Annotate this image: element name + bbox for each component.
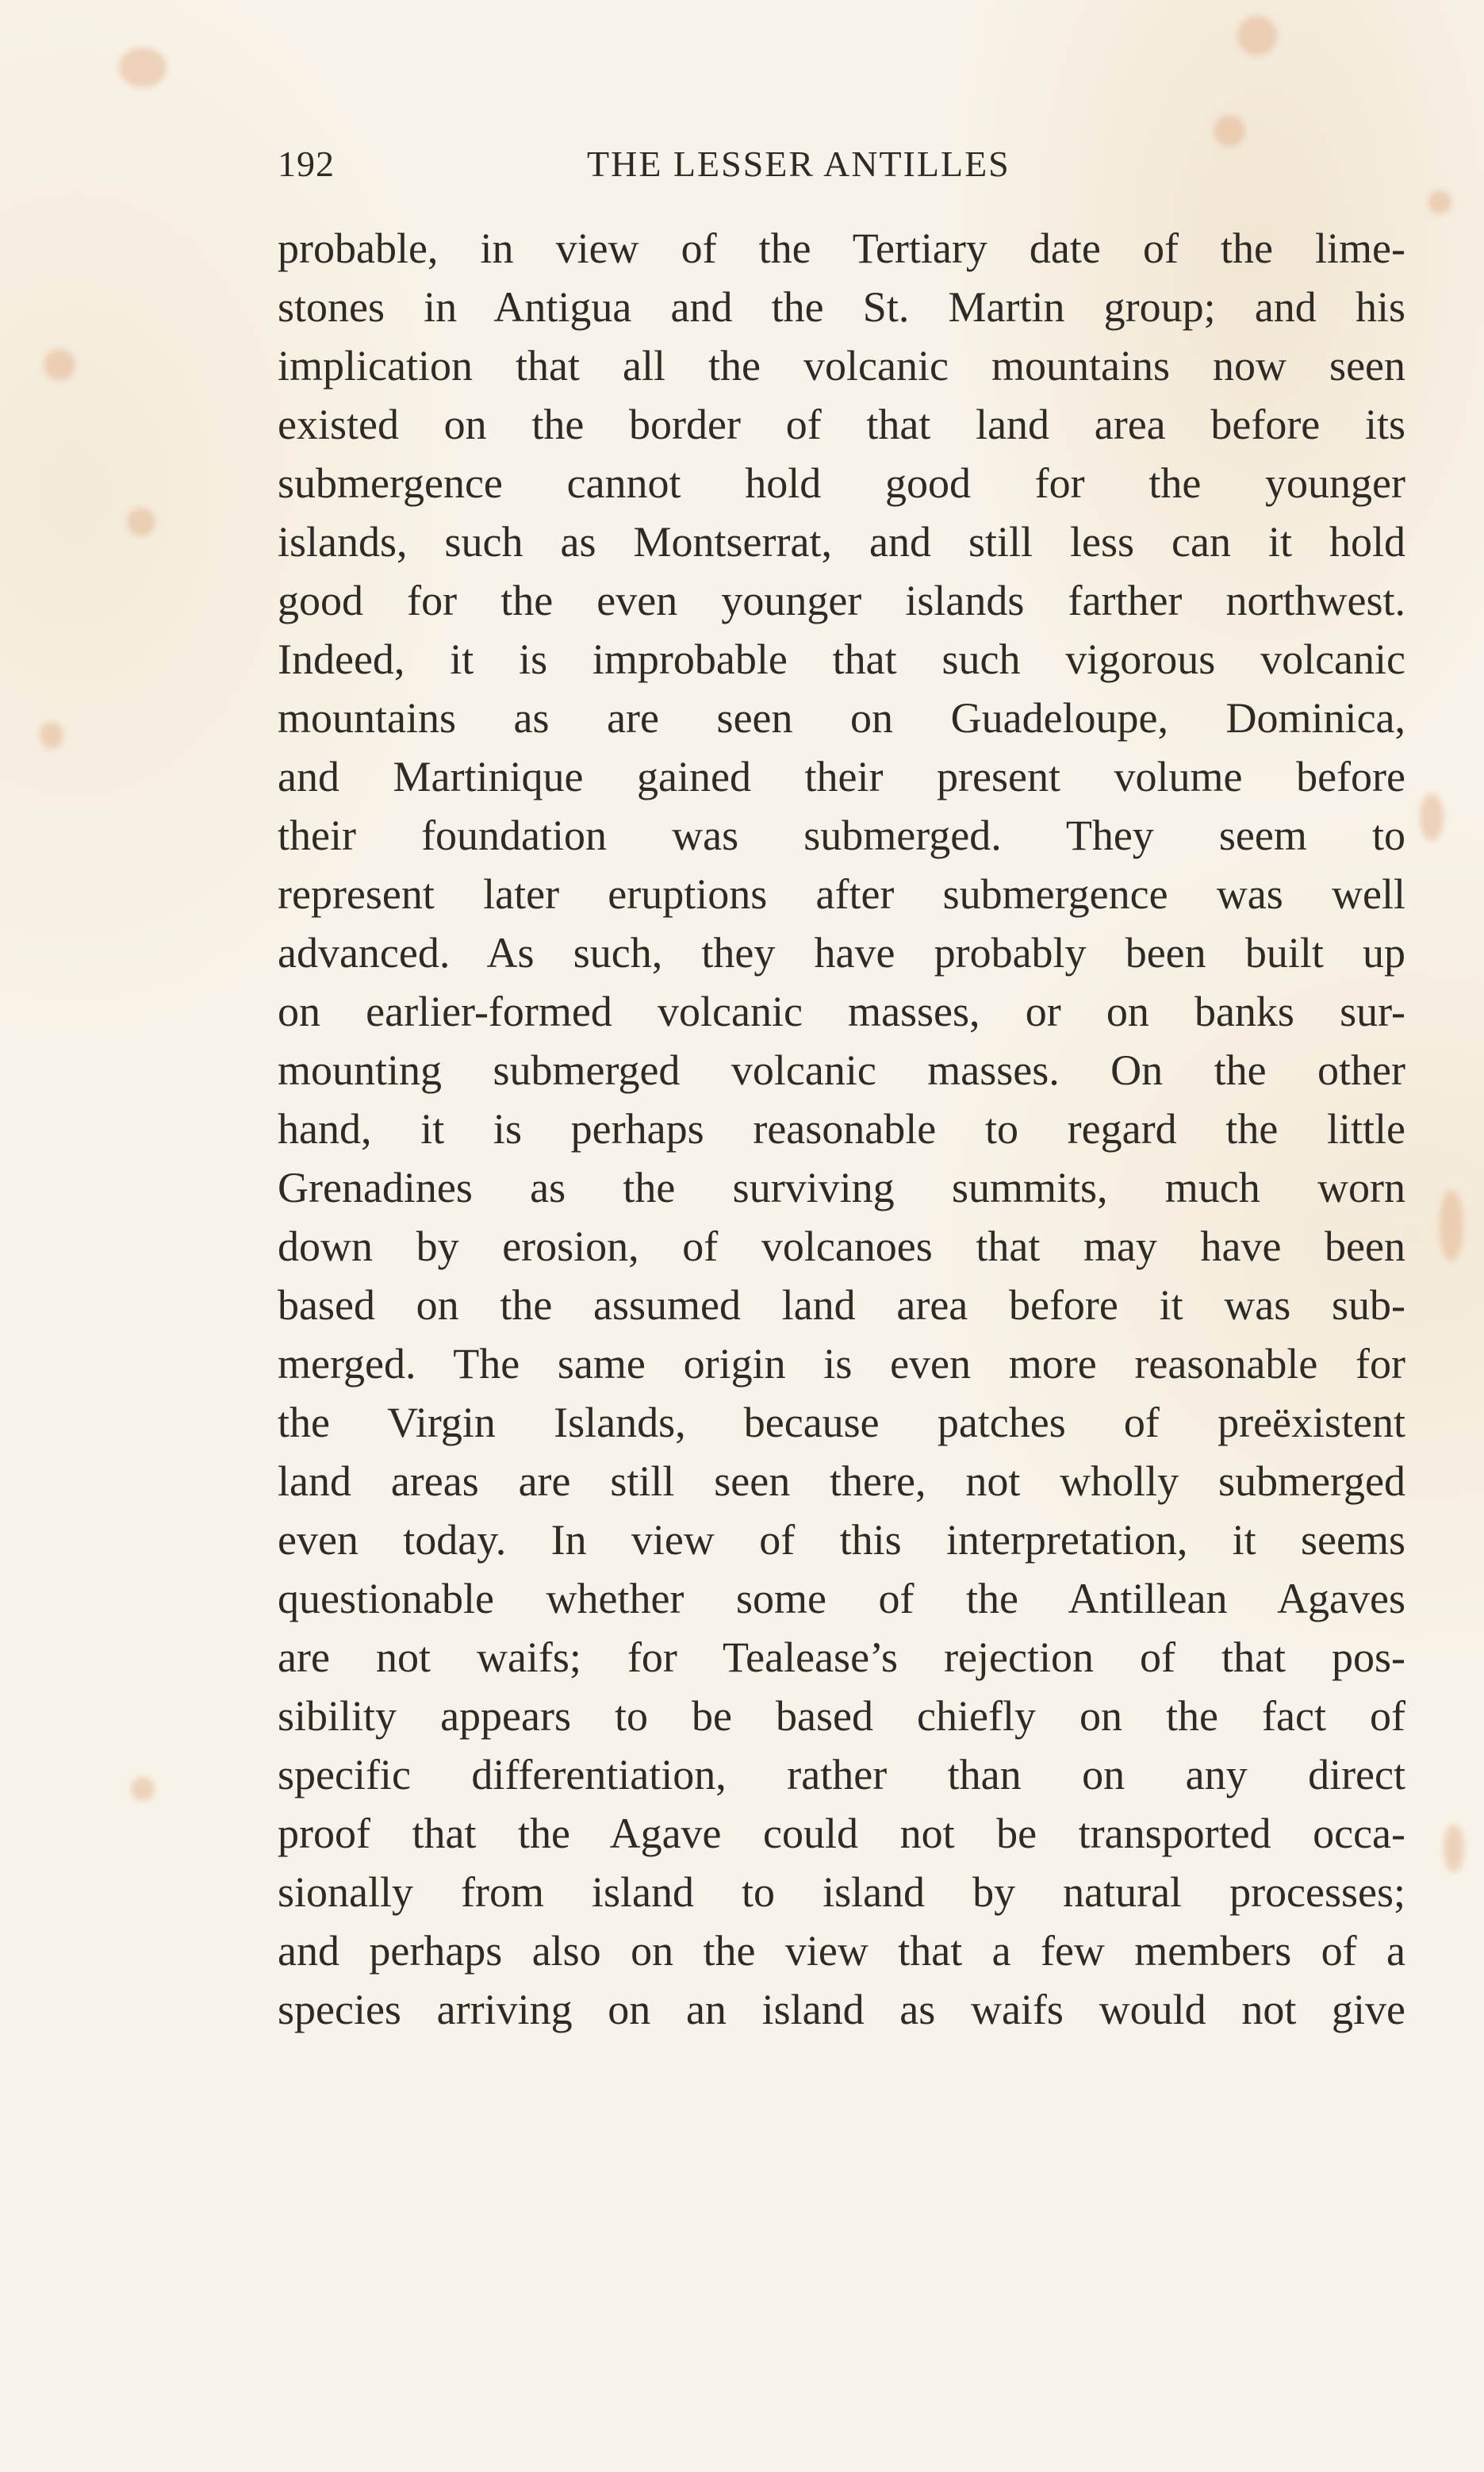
text-line: good for the even younger islands farther northwest. xyxy=(278,577,1405,624)
body-text xyxy=(278,219,1405,2039)
foxing-stain xyxy=(119,48,167,87)
text-line: their foundation was submerged. They seem to xyxy=(278,812,1405,859)
text-line: species arriving on an island as waifs would not give xyxy=(278,1986,1405,2033)
text-line: hand, it is perhaps reasonable to regard the little xyxy=(278,1105,1405,1153)
page-number: 192 xyxy=(278,144,335,184)
text-line: are not waifs; for Tealease’s rejection of that pos- xyxy=(278,1633,1405,1681)
foxing-stain xyxy=(1428,190,1451,214)
text-line: Indeed, it is improbable that such vigorous volcanic xyxy=(278,635,1405,683)
text-line: land areas are still seen there, not wholly submerged xyxy=(278,1457,1405,1505)
text-line: the Virgin Islands, because patches of preëxistent xyxy=(278,1399,1405,1446)
text-line: merged. The same origin is even more reasonable for xyxy=(278,1340,1405,1388)
foxing-stain xyxy=(44,349,75,381)
text-line: submergence cannot hold good for the younger xyxy=(278,459,1405,507)
text-line: on earlier-formed volcanic masses, or on banks sur- xyxy=(278,988,1405,1035)
text-line: sibility appears to be based chiefly on the fact of xyxy=(278,1692,1405,1740)
running-head xyxy=(278,143,1404,198)
foxing-stain xyxy=(1214,115,1245,147)
text-line: advanced. As such, they have probably been built up xyxy=(278,929,1405,977)
text-line: proof that the Agave could not be transported occa- xyxy=(278,1810,1405,1857)
text-line: questionable whether some of the Antillean Agaves xyxy=(278,1575,1405,1622)
foxing-stain xyxy=(40,722,63,749)
text-line: based on the assumed land area before it was sub- xyxy=(278,1281,1405,1329)
text-line: sionally from island to island by natural processes; xyxy=(278,1868,1405,1916)
text-line: existed on the border of that land area before its xyxy=(278,401,1405,448)
text-line: implication that all the volcanic mountains now seen xyxy=(278,342,1405,390)
text-line: and Martinique gained their present volume before xyxy=(278,753,1405,800)
foxing-stain xyxy=(131,1777,155,1801)
foxing-stain xyxy=(1237,16,1277,56)
running-title: THE LESSER ANTILLES xyxy=(587,144,1010,184)
text-line: probable, in view of the Tertiary date of the lime- xyxy=(278,225,1405,272)
text-line: even today. In view of this interpretation, it seems xyxy=(278,1516,1405,1564)
text-line: specific differentiation, rather than on any direct xyxy=(278,1751,1405,1798)
text-line: islands, such as Montserrat, and still less can it hold xyxy=(278,518,1405,566)
text-line: mountains as are seen on Guadeloupe, Dominica, xyxy=(278,694,1405,742)
text-line: Grenadines as the surviving summits, much worn xyxy=(278,1164,1405,1211)
text-line: and perhaps also on the view that a few members of a xyxy=(278,1927,1405,1975)
foxing-stain xyxy=(1420,793,1444,841)
text-line: stones in Antigua and the St. Martin group; and his xyxy=(278,283,1405,331)
foxing-stain xyxy=(127,508,155,536)
text-line: down by erosion, of volcanoes that may have been xyxy=(278,1223,1405,1270)
foxing-stain xyxy=(1444,1825,1464,1872)
text-line: mounting submerged volcanic masses. On the other xyxy=(278,1046,1405,1094)
text-line: represent later eruptions after submergence was well xyxy=(278,870,1405,918)
foxing-stain xyxy=(1440,1190,1463,1261)
